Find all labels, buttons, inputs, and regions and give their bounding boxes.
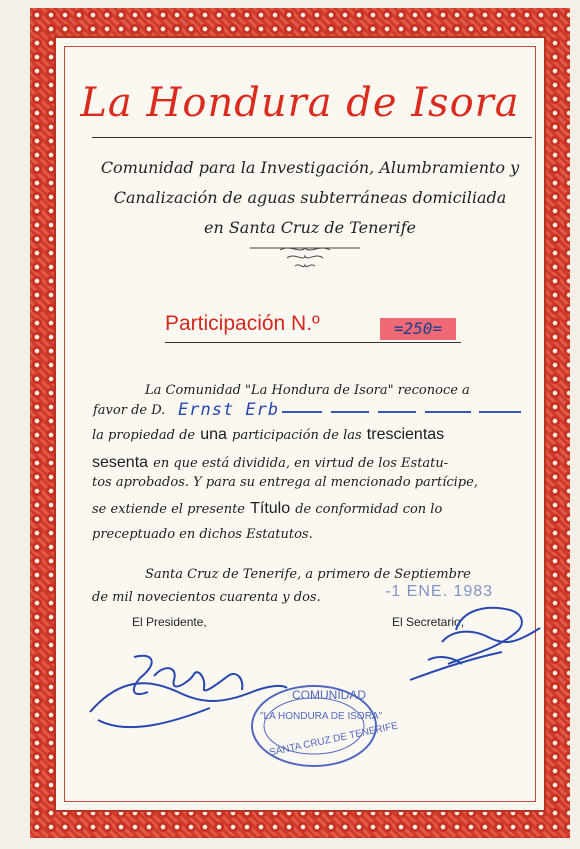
- stamp-middle: "LA HONDURA DE ISORA": [260, 711, 383, 722]
- body-line-3-a: la propiedad de: [92, 428, 196, 443]
- president-label: El Presidente,: [132, 615, 207, 629]
- subtitle-line-1: Comunidad para la Investigación, Alumbramiento y: [100, 158, 520, 177]
- body-line-7: preceptuado en dichos Estatutos.: [92, 527, 313, 542]
- date-stamp: -1 ENE. 1983: [385, 583, 494, 600]
- holder-name: Ernst Erb: [178, 400, 280, 420]
- participation-underline: [165, 342, 461, 343]
- body-line-6-c: de conformidad con lo: [295, 502, 443, 517]
- body-line-3-c: participación de las: [232, 428, 362, 443]
- secretary-signature-icon: [398, 600, 548, 684]
- subtitle-line-3: en Santa Cruz de Tenerife: [203, 218, 417, 237]
- date-line-2: de mil novecientos cuarenta y dos.: [92, 590, 321, 605]
- body-line-6-a: se extiende el presente: [92, 502, 245, 517]
- body-line-3: [92, 424, 532, 448]
- body-line-2-prefix: favor de D.: [93, 403, 166, 418]
- body-line-6: [92, 498, 532, 522]
- title-rule: [92, 137, 532, 138]
- certificate-title: La Hondura de Isora: [80, 80, 520, 126]
- participation-label: Participación N.º: [165, 312, 320, 335]
- body-line-3-b: una: [200, 426, 227, 443]
- name-dash-5: [479, 411, 521, 413]
- date-line-1: Santa Cruz de Tenerife, a primero de Septiembre: [145, 567, 471, 582]
- stamp-bottom: SANTA CRUZ DE TENERIFE: [268, 720, 400, 759]
- body-line-1: La Comunidad "La Hondura de Isora" reconoce a: [145, 383, 470, 398]
- secretary-label: El Secretario,: [392, 615, 465, 629]
- name-dash-1: [282, 411, 322, 413]
- subtitle-line-2: Canalización de aguas subterráneas domiciliada: [113, 188, 507, 207]
- name-dash-3: [378, 411, 416, 413]
- body-line-3-d: trescientas: [366, 426, 445, 443]
- body-line-5: tos aprobados. Y para su entrega al mencionado partícipe,: [92, 475, 478, 490]
- ornament-divider: [245, 240, 365, 276]
- name-dash-2: [331, 411, 369, 413]
- name-dash-4: [425, 411, 471, 413]
- body-line-4: [92, 452, 532, 476]
- stamp-top: COMUNIDAD: [292, 688, 366, 702]
- body-line-4-a: sesenta: [92, 454, 149, 471]
- body-line-4-b: en que está dividida, en virtud de los Estatu-: [153, 456, 449, 471]
- participation-number: =250=: [380, 318, 456, 340]
- body-line-6-b: Título: [250, 500, 291, 517]
